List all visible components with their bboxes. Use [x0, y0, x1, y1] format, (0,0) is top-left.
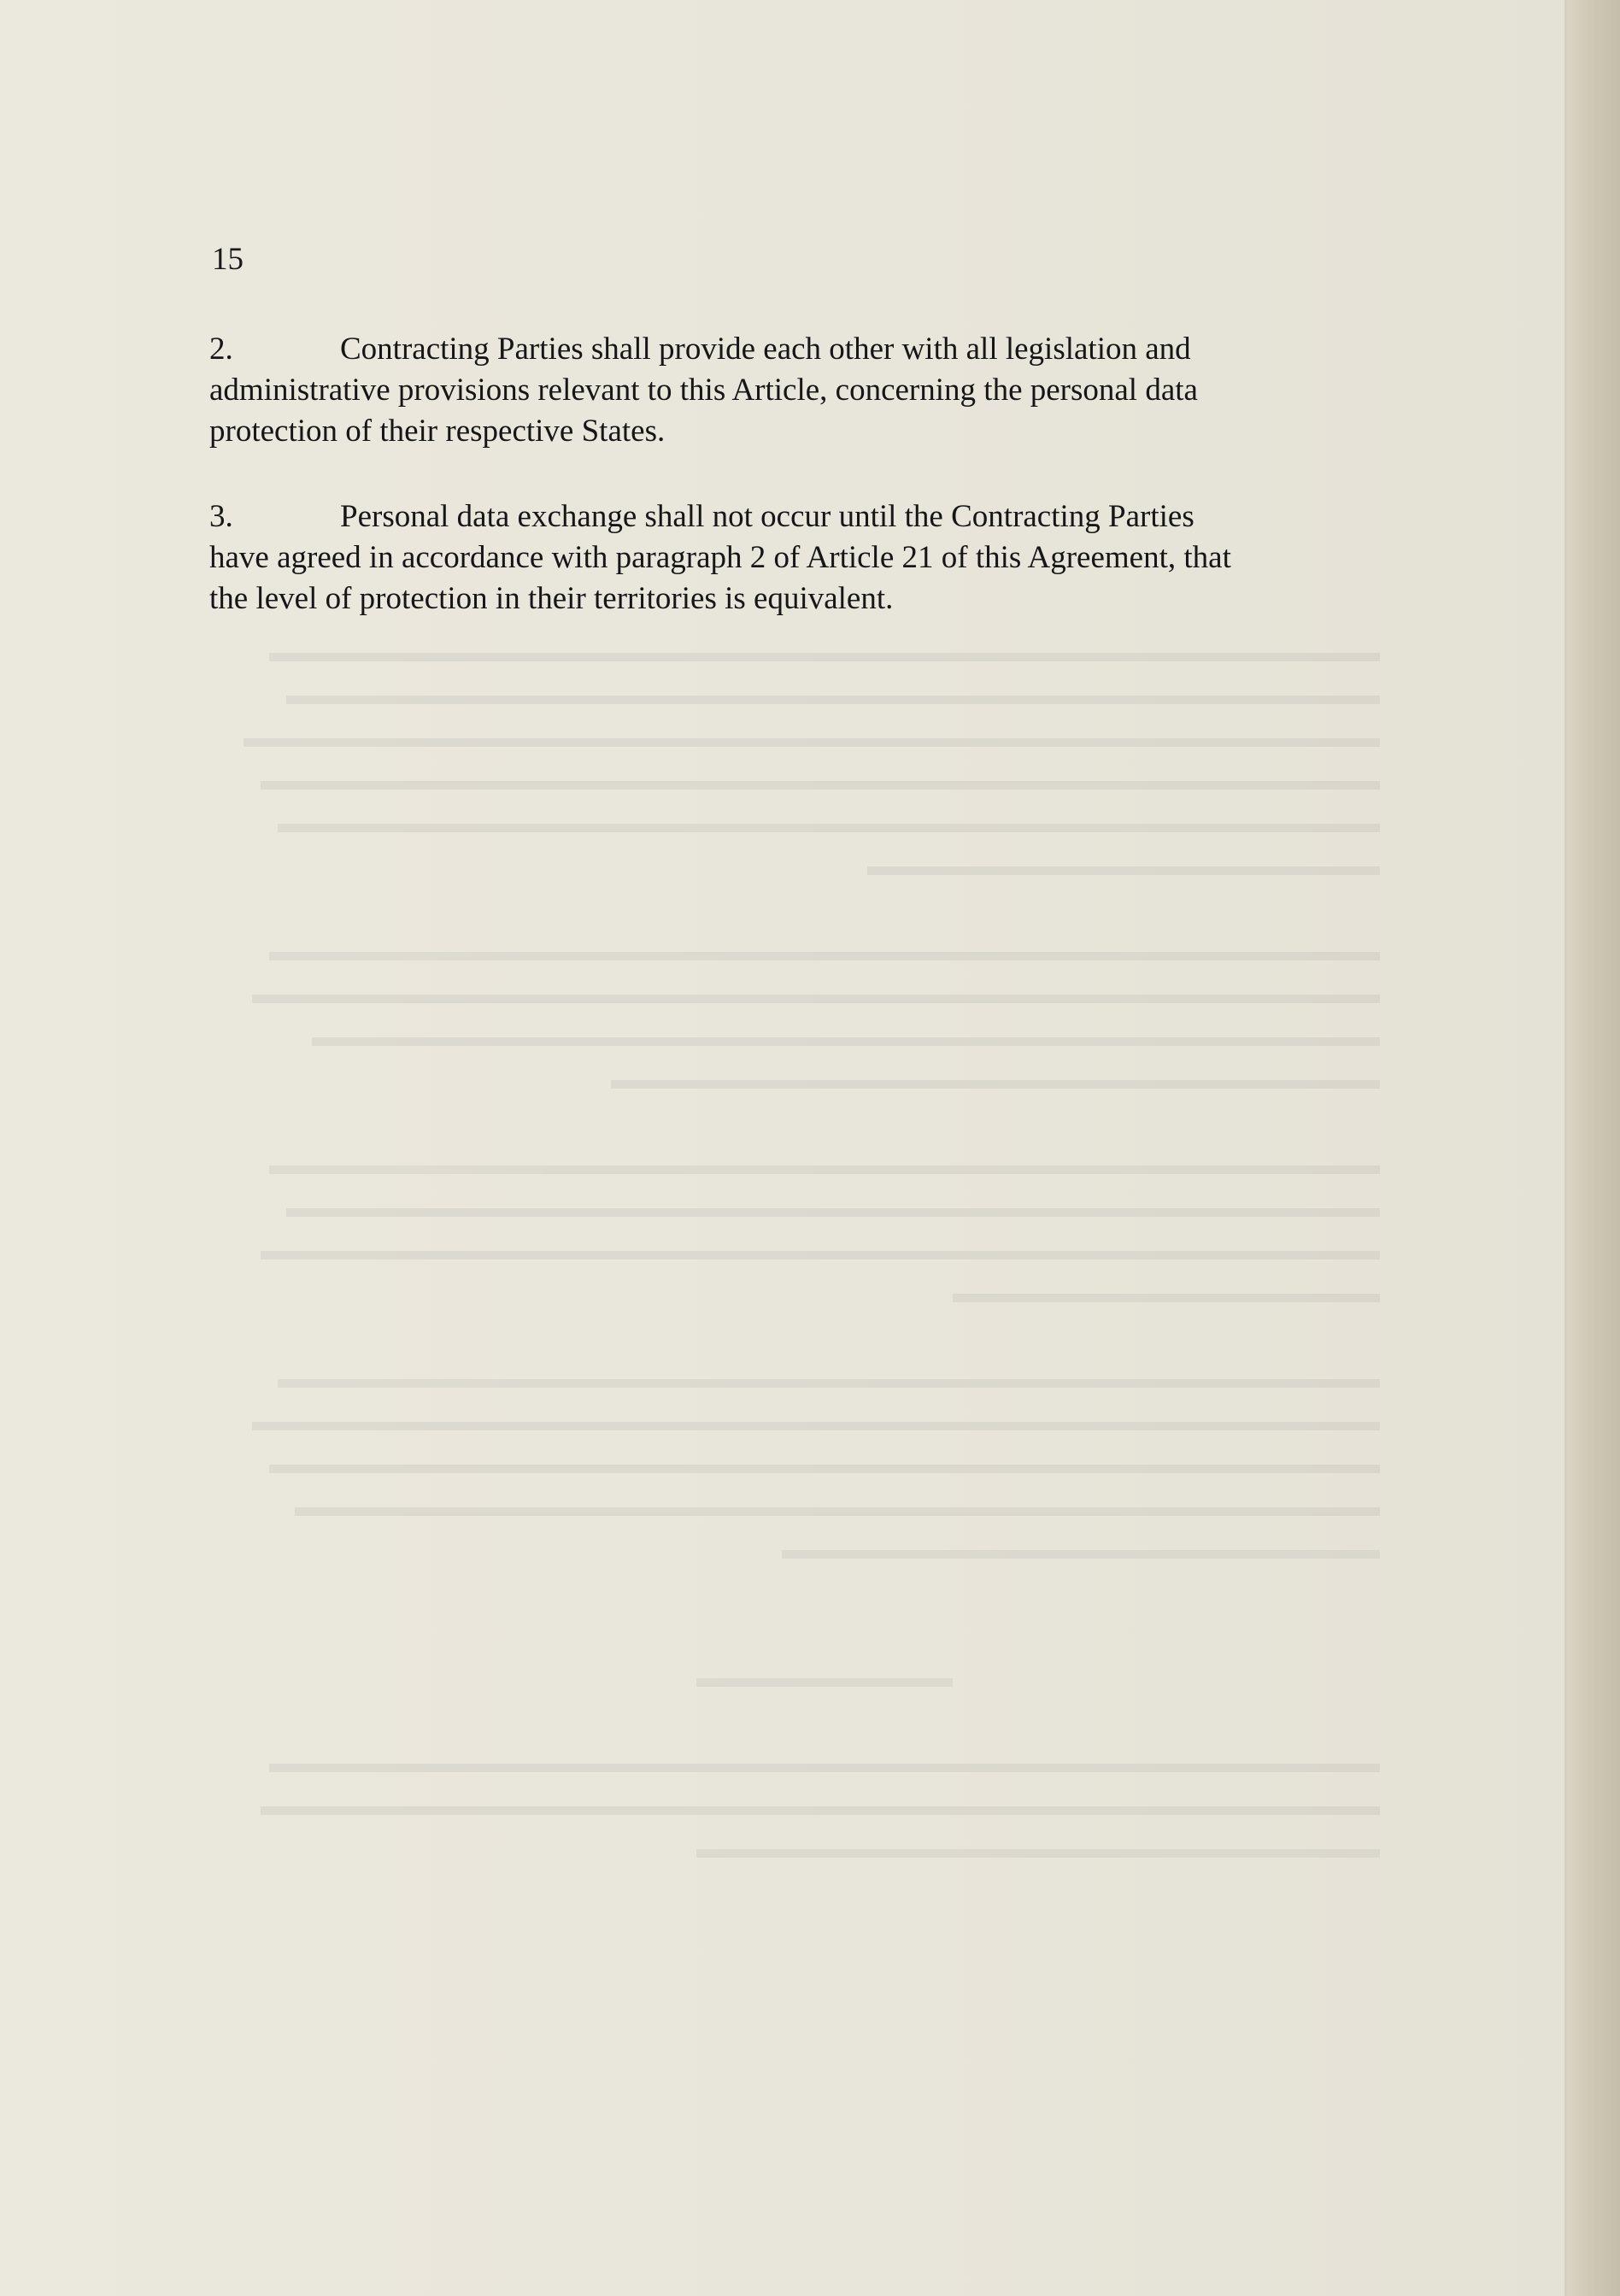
page-edge: [1567, 0, 1620, 2296]
paragraph-2: [209, 329, 1380, 452]
paragraph-line: administrative provisions relevant to this Article, concerning the personal data: [209, 373, 1198, 408]
paragraph-number: 2.: [209, 332, 233, 367]
paragraph-line: Contracting Parties shall provide each other with all legislation and: [340, 332, 1191, 367]
paragraph-number: 3.: [209, 499, 233, 534]
reverse-side-show-through: [184, 632, 1380, 1999]
paragraph-3: [209, 496, 1380, 620]
paragraph-line: Personal data exchange shall not occur until the Contracting Parties: [340, 499, 1194, 534]
page-number: 15: [212, 242, 244, 277]
paragraph-line: the level of protection in their territories is equivalent.: [209, 581, 894, 616]
paragraph-line: protection of their respective States.: [209, 414, 666, 449]
paragraph-line: have agreed in accordance with paragraph 2 of Article 21 of this Agreement, that: [209, 540, 1231, 575]
